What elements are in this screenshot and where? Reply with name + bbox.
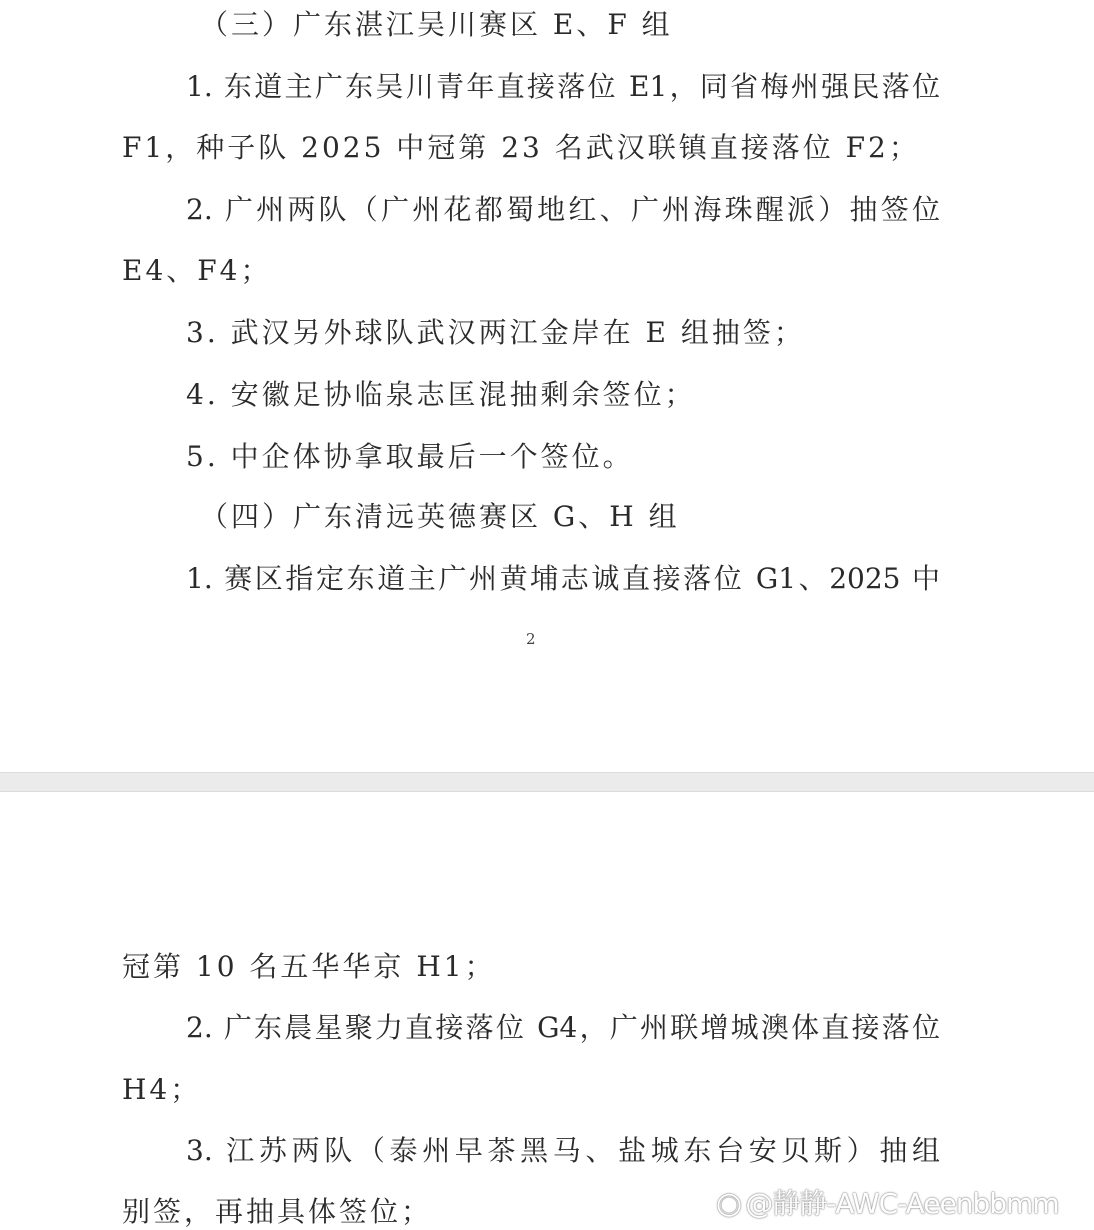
paragraph-line: H4；	[122, 1073, 202, 1106]
paragraph-line: F1，种子队 2025 中冠第 23 名武汉联镇直接落位 F2；	[122, 131, 920, 164]
section-heading: （三）广东湛江吴川赛区 E、F 组	[200, 8, 673, 41]
paragraph-line: E4、F4；	[122, 254, 272, 287]
paragraph-line: 1. 东道主广东吴川青年直接落位 E1，同省梅州强民落位	[186, 70, 940, 103]
watermark-text: @静静-AWC-Aeenbbmm	[745, 1187, 1059, 1220]
paragraph-line: 5. 中企体协拿取最后一个签位。	[186, 440, 634, 473]
paragraph-line: 别签，再抽具体签位；	[122, 1195, 433, 1228]
paragraph-line: 2. 广州两队（广州花都蜀地红、广州海珠醒派）抽签位	[186, 193, 940, 226]
paragraph-line: 3. 江苏两队（泰州早茶黑马、盐城东台安贝斯）抽组	[186, 1134, 940, 1167]
paragraph-line: 2. 广东晨星聚力直接落位 G4，广州联增城澳体直接落位	[186, 1011, 940, 1044]
paragraph-line: 4. 安徽足协临泉志匡混抽剩余签位；	[186, 378, 696, 411]
paragraph-line: 冠第 10 名五华华京 H1；	[122, 950, 496, 983]
page-number: 2	[526, 630, 536, 648]
page-separator	[0, 772, 1094, 792]
weibo-logo-icon: ◉	[716, 1186, 742, 1221]
watermark	[716, 1182, 1059, 1222]
section-heading: （四）广东清远英德赛区 G、H 组	[200, 500, 680, 533]
paragraph-line: 1. 赛区指定东道主广州黄埔志诚直接落位 G1、2025 中	[186, 562, 940, 595]
paragraph-line: 3. 武汉另外球队武汉两江金岸在 E 组抽签；	[186, 316, 805, 349]
